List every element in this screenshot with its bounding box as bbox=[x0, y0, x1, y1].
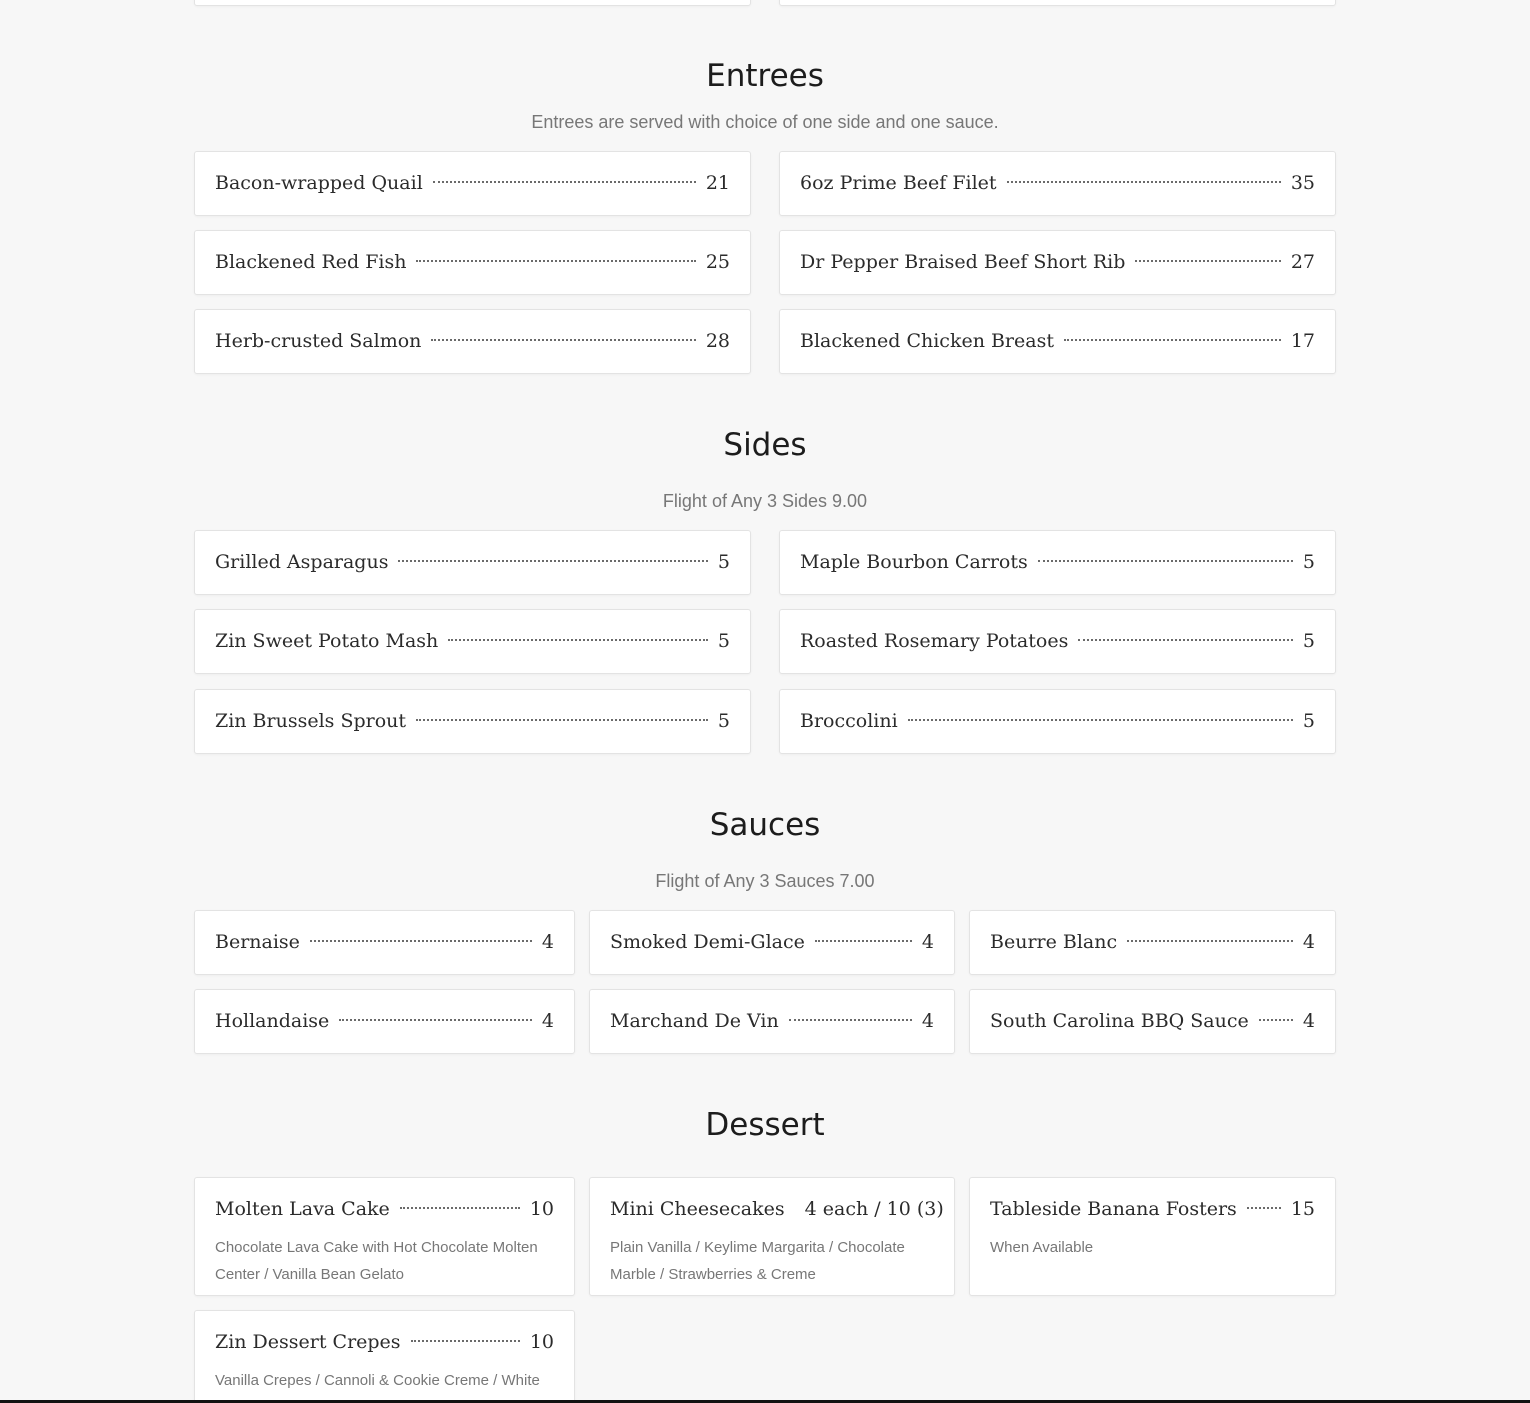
item-price: 10 bbox=[529, 1331, 554, 1353]
dot-leader bbox=[815, 940, 912, 942]
item-price: 27 bbox=[1290, 251, 1315, 273]
dot-leader bbox=[310, 940, 532, 942]
item-name: Blackened Red Fish bbox=[215, 251, 407, 273]
section-title-entrees: Entrees bbox=[706, 58, 824, 94]
dot-leader bbox=[1007, 181, 1281, 183]
menu-item[interactable] bbox=[194, 910, 575, 975]
dot-leader bbox=[433, 181, 696, 183]
item-name: Dr Pepper Braised Beef Short Rib bbox=[800, 251, 1126, 273]
dot-leader bbox=[398, 560, 707, 562]
dot-leader bbox=[1078, 639, 1293, 641]
item-description: Chocolate Lava Cake with Hot Chocolate Molten Center / Vanilla Bean Gelato bbox=[215, 1239, 538, 1283]
item-name: Smoked Demi-Glace bbox=[610, 931, 805, 953]
item-price: 35 bbox=[1290, 172, 1315, 194]
menu-item[interactable] bbox=[969, 1177, 1336, 1296]
item-price: 5 bbox=[717, 710, 730, 732]
dot-leader bbox=[416, 719, 708, 721]
item-name: Mini Cheesecakes bbox=[610, 1198, 785, 1220]
item-price: 17 bbox=[1290, 330, 1315, 352]
menu-item[interactable] bbox=[779, 609, 1336, 674]
dot-leader bbox=[1259, 1019, 1293, 1021]
item-name: Bernaise bbox=[215, 931, 300, 953]
item-price: 4 bbox=[1302, 1010, 1315, 1032]
item-name: Maple Bourbon Carrots bbox=[800, 551, 1028, 573]
item-name: Zin Sweet Potato Mash bbox=[215, 630, 439, 652]
menu-item[interactable] bbox=[194, 530, 751, 595]
previous-section-card bbox=[779, 0, 1336, 6]
item-price: 5 bbox=[717, 551, 730, 573]
item-name: 6oz Prime Beef Filet bbox=[800, 172, 997, 194]
item-price: 5 bbox=[1302, 551, 1315, 573]
dot-leader bbox=[1064, 339, 1281, 341]
item-name: Bacon-wrapped Quail bbox=[215, 172, 423, 194]
section-subtitle-entrees: Entrees are served with choice of one side and one sauce. bbox=[531, 112, 999, 132]
item-name: Tableside Banana Fosters bbox=[990, 1198, 1237, 1220]
dot-leader bbox=[1038, 560, 1293, 562]
item-name: Broccolini bbox=[800, 710, 898, 732]
menu-item[interactable] bbox=[969, 910, 1336, 975]
item-price: 10 bbox=[529, 1198, 554, 1220]
item-name: Molten Lava Cake bbox=[215, 1198, 390, 1220]
item-name: Grilled Asparagus bbox=[215, 551, 389, 573]
dot-leader bbox=[416, 260, 695, 262]
item-name: Zin Brussels Sprout bbox=[215, 710, 407, 732]
item-price: 4 bbox=[921, 1010, 934, 1032]
item-description: When Available bbox=[990, 1239, 1094, 1256]
item-price: 5 bbox=[1302, 710, 1315, 732]
dot-leader bbox=[1127, 940, 1293, 942]
menu-item[interactable] bbox=[589, 989, 955, 1054]
section-subtitle-sauces: Flight of Any 3 Sauces 7.00 bbox=[655, 871, 875, 891]
menu-item[interactable] bbox=[194, 230, 751, 295]
menu-item[interactable] bbox=[779, 151, 1336, 216]
section-title-sides: Sides bbox=[723, 427, 807, 463]
menu-item[interactable] bbox=[589, 910, 955, 975]
menu-item[interactable] bbox=[194, 309, 751, 374]
item-price: 4 bbox=[1302, 931, 1315, 953]
dot-leader bbox=[400, 1207, 520, 1209]
item-name: Blackened Chicken Breast bbox=[800, 330, 1054, 352]
item-price: 5 bbox=[1302, 630, 1315, 652]
menu-item[interactable] bbox=[779, 309, 1336, 374]
menu-item[interactable] bbox=[779, 230, 1336, 295]
menu-item[interactable] bbox=[194, 1177, 575, 1296]
item-price: 25 bbox=[705, 251, 730, 273]
item-name: Hollandaise bbox=[215, 1010, 330, 1032]
menu-item[interactable] bbox=[779, 530, 1336, 595]
menu-item[interactable] bbox=[589, 1177, 955, 1296]
menu-item[interactable] bbox=[194, 609, 751, 674]
item-name: Herb-crusted Salmon bbox=[215, 330, 422, 352]
item-name: South Carolina BBQ Sauce bbox=[990, 1010, 1249, 1032]
item-price: 4 each / 10 (3) bbox=[804, 1198, 944, 1220]
menu-item[interactable] bbox=[194, 151, 751, 216]
item-description: Vanilla Crepes / Cannoli & Cookie Creme / White bbox=[215, 1372, 540, 1389]
item-price: 4 bbox=[541, 1010, 554, 1032]
menu-item[interactable] bbox=[194, 1310, 575, 1403]
dot-leader bbox=[448, 639, 708, 641]
section-title-dessert: Dessert bbox=[705, 1107, 825, 1143]
section-subtitle-sides: Flight of Any 3 Sides 9.00 bbox=[662, 491, 868, 511]
previous-section-card bbox=[194, 0, 751, 6]
section-title-sauces: Sauces bbox=[709, 807, 821, 843]
item-description: Plain Vanilla / Keylime Margarita / Chocolate Marble / Strawberries & Creme bbox=[610, 1239, 905, 1283]
dot-leader bbox=[411, 1340, 520, 1342]
dot-leader bbox=[431, 339, 695, 341]
menu-item[interactable] bbox=[194, 989, 575, 1054]
item-price: 21 bbox=[705, 172, 730, 194]
item-name: Beurre Blanc bbox=[990, 931, 1118, 953]
item-name: Marchand De Vin bbox=[610, 1010, 779, 1032]
item-name: Roasted Rosemary Potatoes bbox=[800, 630, 1069, 652]
menu-item[interactable] bbox=[969, 989, 1336, 1054]
dot-leader bbox=[1135, 260, 1280, 262]
item-price: 4 bbox=[921, 931, 934, 953]
item-price: 28 bbox=[705, 330, 730, 352]
dot-leader bbox=[339, 1019, 532, 1021]
item-price: 5 bbox=[717, 630, 730, 652]
dot-leader bbox=[1247, 1207, 1281, 1209]
dot-leader bbox=[789, 1019, 912, 1021]
menu-item[interactable] bbox=[779, 689, 1336, 754]
item-name: Zin Dessert Crepes bbox=[215, 1331, 401, 1353]
item-price: 15 bbox=[1290, 1198, 1315, 1220]
menu-item[interactable] bbox=[194, 689, 751, 754]
item-price: 4 bbox=[541, 931, 554, 953]
dot-leader bbox=[908, 719, 1293, 721]
